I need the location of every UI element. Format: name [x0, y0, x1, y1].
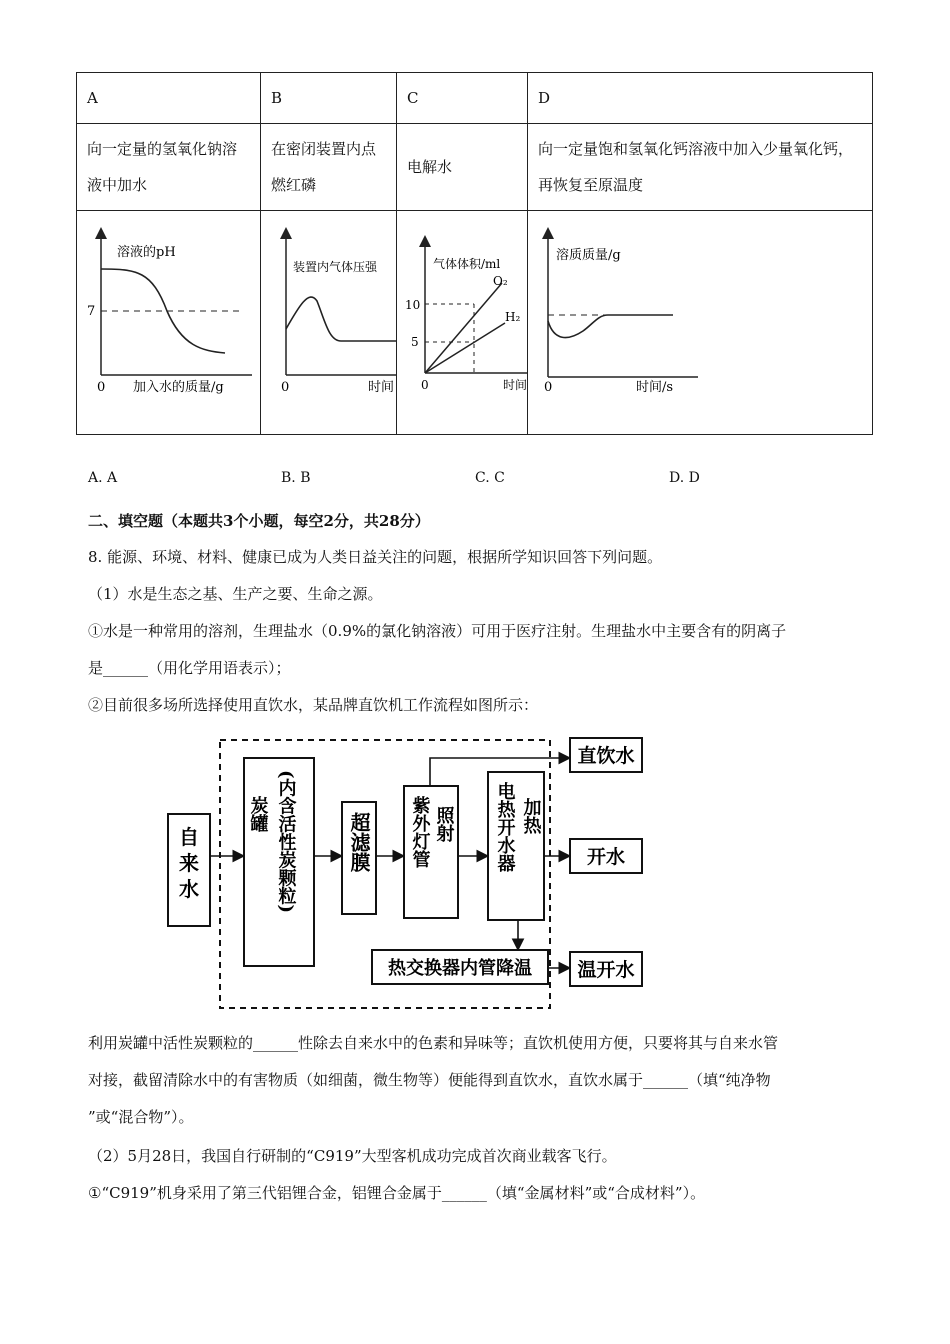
pressure-curve [286, 297, 396, 341]
option-a[interactable]: A. A [88, 470, 118, 486]
graph-cell-b [261, 211, 397, 435]
option-c[interactable]: C. C [475, 470, 505, 486]
tick-10: 10 [405, 298, 421, 312]
y-label: 气体体积/ml [433, 257, 501, 271]
section-title: 二、填空题（本题共3个小题，每空2分，共28分） [88, 512, 430, 530]
origin: 0 [421, 378, 429, 392]
header-a: A [77, 73, 261, 124]
question-8: 8. 能源、环境、材料、健康已成为人类日益关注的问题，根据所学知识回答下列问题。 [88, 548, 663, 566]
text-line: 利用炭罐中活性炭颗粒的______性除去自来水中的色素和异味等；直饮机使用方便，只要将其与自来水管 [88, 1034, 779, 1052]
y-label: 溶液的pH [117, 245, 176, 260]
desc-a: 向一定量的氢氧化钠溶液中加水 [77, 124, 261, 211]
origin: 0 [281, 380, 290, 395]
x-label: 时间/s [636, 380, 674, 395]
tick-7: 7 [87, 304, 96, 319]
direct-water-label: 直饮水 [577, 745, 635, 767]
header-d: D [528, 73, 873, 124]
tick-5: 5 [411, 335, 419, 349]
heater-heat-label: 加热 [520, 798, 542, 834]
graph-a [77, 211, 260, 421]
o2-line [425, 283, 502, 373]
graph-cell-c [397, 211, 528, 435]
text-line: ①水是一种常用的溶剂，生理盐水（0.9%的氯化钠溶液）可用于医疗注射。生理盐水中主要含有的阴离子 [88, 622, 787, 640]
option-d[interactable]: D. D [669, 470, 700, 486]
mass-curve [548, 315, 673, 338]
carbon-tank-sublabel: (内含活性炭颗粒) [275, 770, 297, 914]
water-dispenser-flowchart [160, 736, 660, 1016]
ph-curve [101, 269, 225, 353]
text-line: 对接，截留清除水中的有害物质（如细菌，微生物等）便能得到直饮水，直饮水属于______（填“纯净物 [88, 1071, 771, 1089]
sub-question-1: （1）水是生态之基、生产之要、生命之源。 [88, 585, 383, 603]
y-label: 装置内气体压强 [293, 260, 378, 274]
origin: 0 [97, 380, 106, 395]
heat-exchanger-label: 热交换器内管降温 [388, 958, 532, 979]
h2-line [425, 323, 505, 373]
uv-irradiate-label: 照射 [433, 806, 455, 842]
boiling-water-label: 开水 [586, 846, 626, 868]
text-line: ①“C919”机身采用了第三代铝锂合金，铝锂合金属于______（填“金属材料”或“合成材料”）。 [88, 1184, 706, 1202]
text-line: ②目前很多场所选择使用直饮水，某品牌直饮机工作流程如图所示： [88, 696, 539, 714]
uf-membrane-label: 超滤膜 [347, 812, 371, 872]
text-line: 是______（用化学用语表示）； [88, 659, 291, 677]
h2-label: H₂ [505, 310, 521, 324]
desc-b: 在密闭装置内点燃红磷 [261, 124, 397, 211]
graph-cell-a [77, 211, 261, 435]
origin: 0 [544, 380, 553, 395]
y-label: 溶质质量/g [556, 248, 621, 263]
text-line: ”或“混合物”）。 [88, 1108, 194, 1126]
header-b: B [261, 73, 397, 124]
o2-label: O₂ [493, 274, 508, 288]
desc-c: 电解水 [397, 124, 528, 211]
graph-d [528, 211, 868, 421]
sub-question-2: （2）5月28日，我国自行研制的“C919”大型客机成功完成首次商业载客飞行。 [88, 1147, 617, 1165]
graph-c [397, 211, 527, 421]
desc-d: 向一定量饱和氢氧化钙溶液中加入少量氧化钙，再恢复至原温度 [528, 124, 873, 211]
carbon-tank-label: 炭罐 [247, 796, 269, 832]
option-b[interactable]: B. B [281, 470, 311, 486]
x-label: 时间 [368, 380, 395, 395]
graph-b [261, 211, 396, 421]
warm-water-label: 温开水 [577, 959, 635, 981]
header-c: C [397, 73, 528, 124]
tap-water-label: 自来水 [179, 825, 199, 901]
uv-lamp-label: 紫外灯管 [409, 796, 431, 868]
heater-label: 电热开水器 [494, 782, 516, 872]
question-table [76, 72, 873, 435]
graph-cell-d [528, 211, 873, 435]
x-label: 加入水的质量/g [133, 380, 224, 395]
x-label: 时间 [503, 378, 527, 392]
